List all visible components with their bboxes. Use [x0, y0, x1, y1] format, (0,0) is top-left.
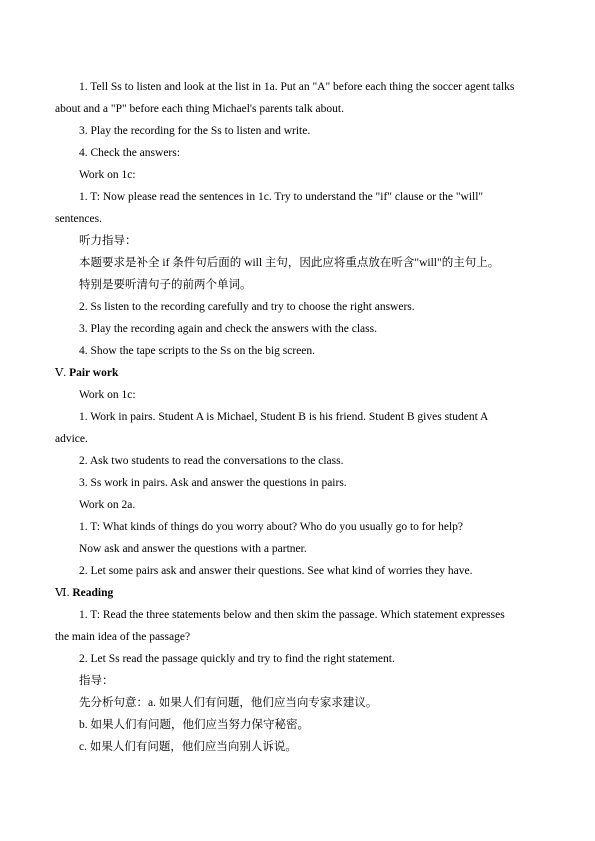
text-line: Work on 1c:: [79, 169, 136, 181]
text-line: 1. T: What kinds of things do you worry about? Who do you usually go to for help?: [79, 521, 463, 533]
section-title: Pair work: [66, 367, 119, 379]
text-line: 4. Show the tape scripts to the Ss on the big screen.: [79, 345, 316, 357]
text-line: 2. Ask two students to read the conversations to the class.: [79, 455, 344, 467]
text-line: 2. Let some pairs ask and answer their questions. See what kind of worries they have.: [79, 565, 473, 577]
text-line: 特别是要听清句子的前两个单词。: [79, 279, 252, 291]
text-line: 1. Tell Ss to listen and look at the list in 1a. Put an "A" before each thing the soccer agent talks: [79, 81, 515, 93]
text-line: 1. T: Now please read the sentences in 1c. Try to understand the "if" clause or the "will": [79, 191, 484, 203]
text-line: 听力指导：: [79, 235, 137, 247]
text-line: 2. Ss listen to the recording carefully and try to choose the right answers.: [79, 301, 415, 313]
text-line: Now ask and answer the questions with a partner.: [79, 543, 307, 555]
text-line: about and a "P" before each thing Michael's parents talk about.: [55, 103, 344, 115]
section-heading-reading: [55, 586, 113, 600]
text-line: the main idea of the passage?: [55, 631, 191, 643]
section-number: Ⅴ.: [55, 367, 67, 379]
text-line: 先分析句意：a. 如果人们有问题，他们应当向专家求建议。: [79, 697, 378, 709]
text-line: 3. Ss work in pairs. Ask and answer the questions in pairs.: [79, 477, 347, 489]
section-number: Ⅵ.: [55, 587, 70, 599]
text-line: b. 如果人们有问题，他们应当努力保守秘密。: [79, 719, 309, 731]
text-line: 本题要求是补全 if 条件句后面的 will 主句，因此应将重点放在听含"will"的主句上。: [79, 257, 500, 269]
text-line: 2. Let Ss read the passage quickly and try to find the right statement.: [79, 653, 395, 665]
text-line: Work on 1c:: [79, 389, 136, 401]
text-line: 4. Check the answers:: [79, 147, 180, 159]
text-line: Work on 2a.: [79, 499, 136, 511]
text-line: c. 如果人们有问题，他们应当向别人诉说。: [79, 741, 297, 753]
text-line: 3. Play the recording again and check the answers with the class.: [79, 323, 377, 335]
text-line: 1. T: Read the three statements below and then skim the passage. Which statement expresses: [79, 609, 505, 621]
text-line: 1. Work in pairs. Student A is Michael, Student B is his friend. Student B gives student A: [79, 411, 489, 423]
text-line: advice.: [55, 433, 88, 445]
text-line: sentences.: [55, 213, 102, 225]
text-line: 3. Play the recording for the Ss to listen and write.: [79, 125, 311, 137]
section-heading-pair-work: [55, 366, 118, 380]
section-title: Reading: [69, 587, 114, 599]
text-line: 指导：: [79, 675, 114, 687]
